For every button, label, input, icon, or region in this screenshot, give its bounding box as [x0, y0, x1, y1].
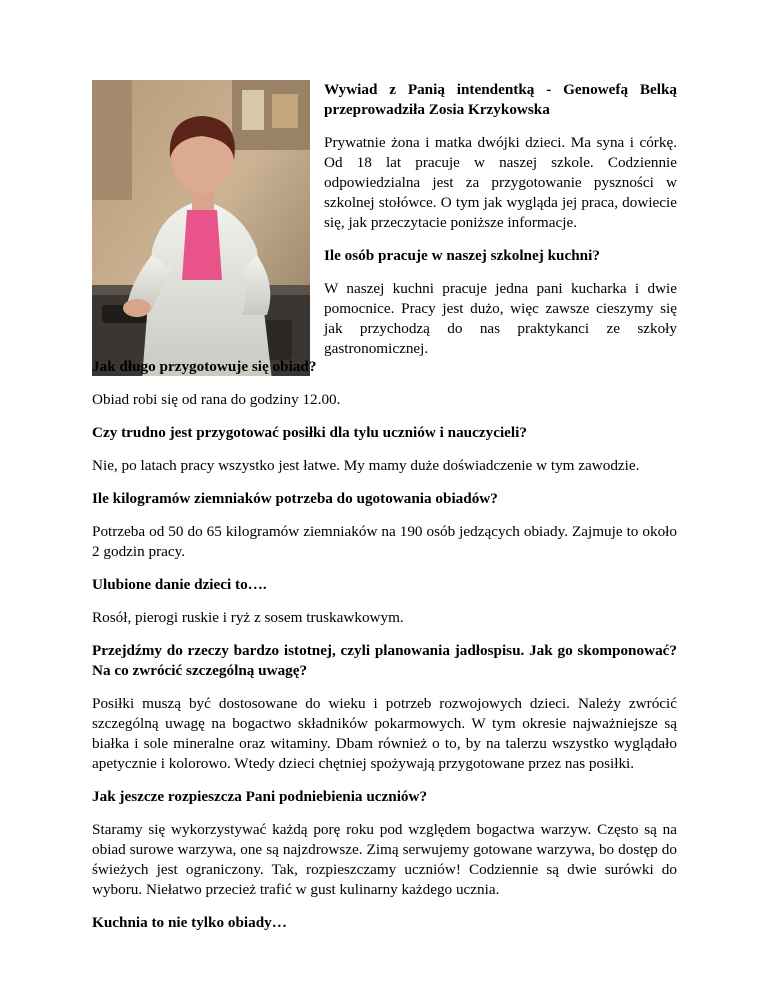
- question-3: Czy trudno jest przygotować posiłki dla tylu uczniów i nauczycieli?: [92, 424, 527, 441]
- answer-1: W naszej kuchni pracuje jedna pani kucharka i dwie pomocnice. Pracy jest dużo, więc zawsze cieszymy się jak przychodzą do nas praktykanci ze szkoły gastronomicznej.: [324, 280, 677, 357]
- question-7: Jak jeszcze rozpieszcza Pani podniebienia uczniów?: [92, 788, 428, 805]
- answer-4: Potrzeba od 50 do 65 kilogramów ziemniaków na 190 osób jedzących obiady. Zajmuje to około 2 godzin pracy.: [92, 523, 677, 560]
- answer-2: Obiad robi się od rana do godziny 12.00.: [92, 391, 341, 408]
- question-5: Ulubione danie dzieci to….: [92, 576, 267, 593]
- question-1: Ile osób pracuje w naszej szkolnej kuchni?: [324, 247, 600, 264]
- interviewee-photo: [92, 80, 310, 376]
- intro-column: [324, 80, 677, 359]
- article-title: Wywiad z Panią intendentką - Genowefą Belką przeprowadziła Zosia Krzykowska: [324, 81, 677, 118]
- question-6: Przejdźmy do rzeczy bardzo istotnej, czyli planowania jadłospisu. Jak go skomponować? Na co zwrócić szczególną uwagę?: [92, 642, 677, 679]
- qa-section: [92, 357, 677, 933]
- answer-5: Rosół, pierogi ruskie i ryż z sosem truskawkowym.: [92, 609, 404, 626]
- answer-3: Nie, po latach pracy wszystko jest łatwe. My mamy duże doświadczenie w tym zawodzie.: [92, 457, 640, 474]
- question-2: Jak długo przygotowuje się obiad?: [92, 358, 317, 375]
- question-4: Ile kilogramów ziemniaków potrzeba do ugotowania obiadów?: [92, 490, 498, 507]
- answer-7: Staramy się wykorzystywać każdą porę roku pod względem bogactwa warzyw. Często są na obiad surowe warzywa, one są najzdrowsze. Zimą serwujemy gotowane warzywa, bo dostęp do świeżych jest ograniczony. Tak, rozpieszczamy uczniów! Codziennie są dwie surówki do wyboru. Niełatwo przecież trafić w gust kulinarny każdego ucznia.: [92, 821, 677, 898]
- question-8: Kuchnia to nie tylko obiady…: [92, 914, 287, 931]
- answer-6: Posiłki muszą być dostosowane do wieku i potrzeb rozwojowych dzieci. Należy zwrócić szczególną uwagę na bogactwo składników pokarmowych. W tym okresie najważniejsze są białka i sole mineralne oraz witaminy. Dbam również o to, by na talerzu wszystko wyglądało apetycznie i kolorowo. Wtedy dzieci chętniej spożywają przygotowane przez nas posiłki.: [92, 695, 677, 772]
- intro-paragraph: Prywatnie żona i matka dwójki dzieci. Ma syna i córkę. Od 18 lat pracuje w naszej szkole. Codziennie odpowiedzialna jest za przygotowanie pyszności w szkolnej stołówce. O tym jak wygląda jej praca, dowiecie się, jak przeczytacie poniższe informacje.: [324, 134, 677, 231]
